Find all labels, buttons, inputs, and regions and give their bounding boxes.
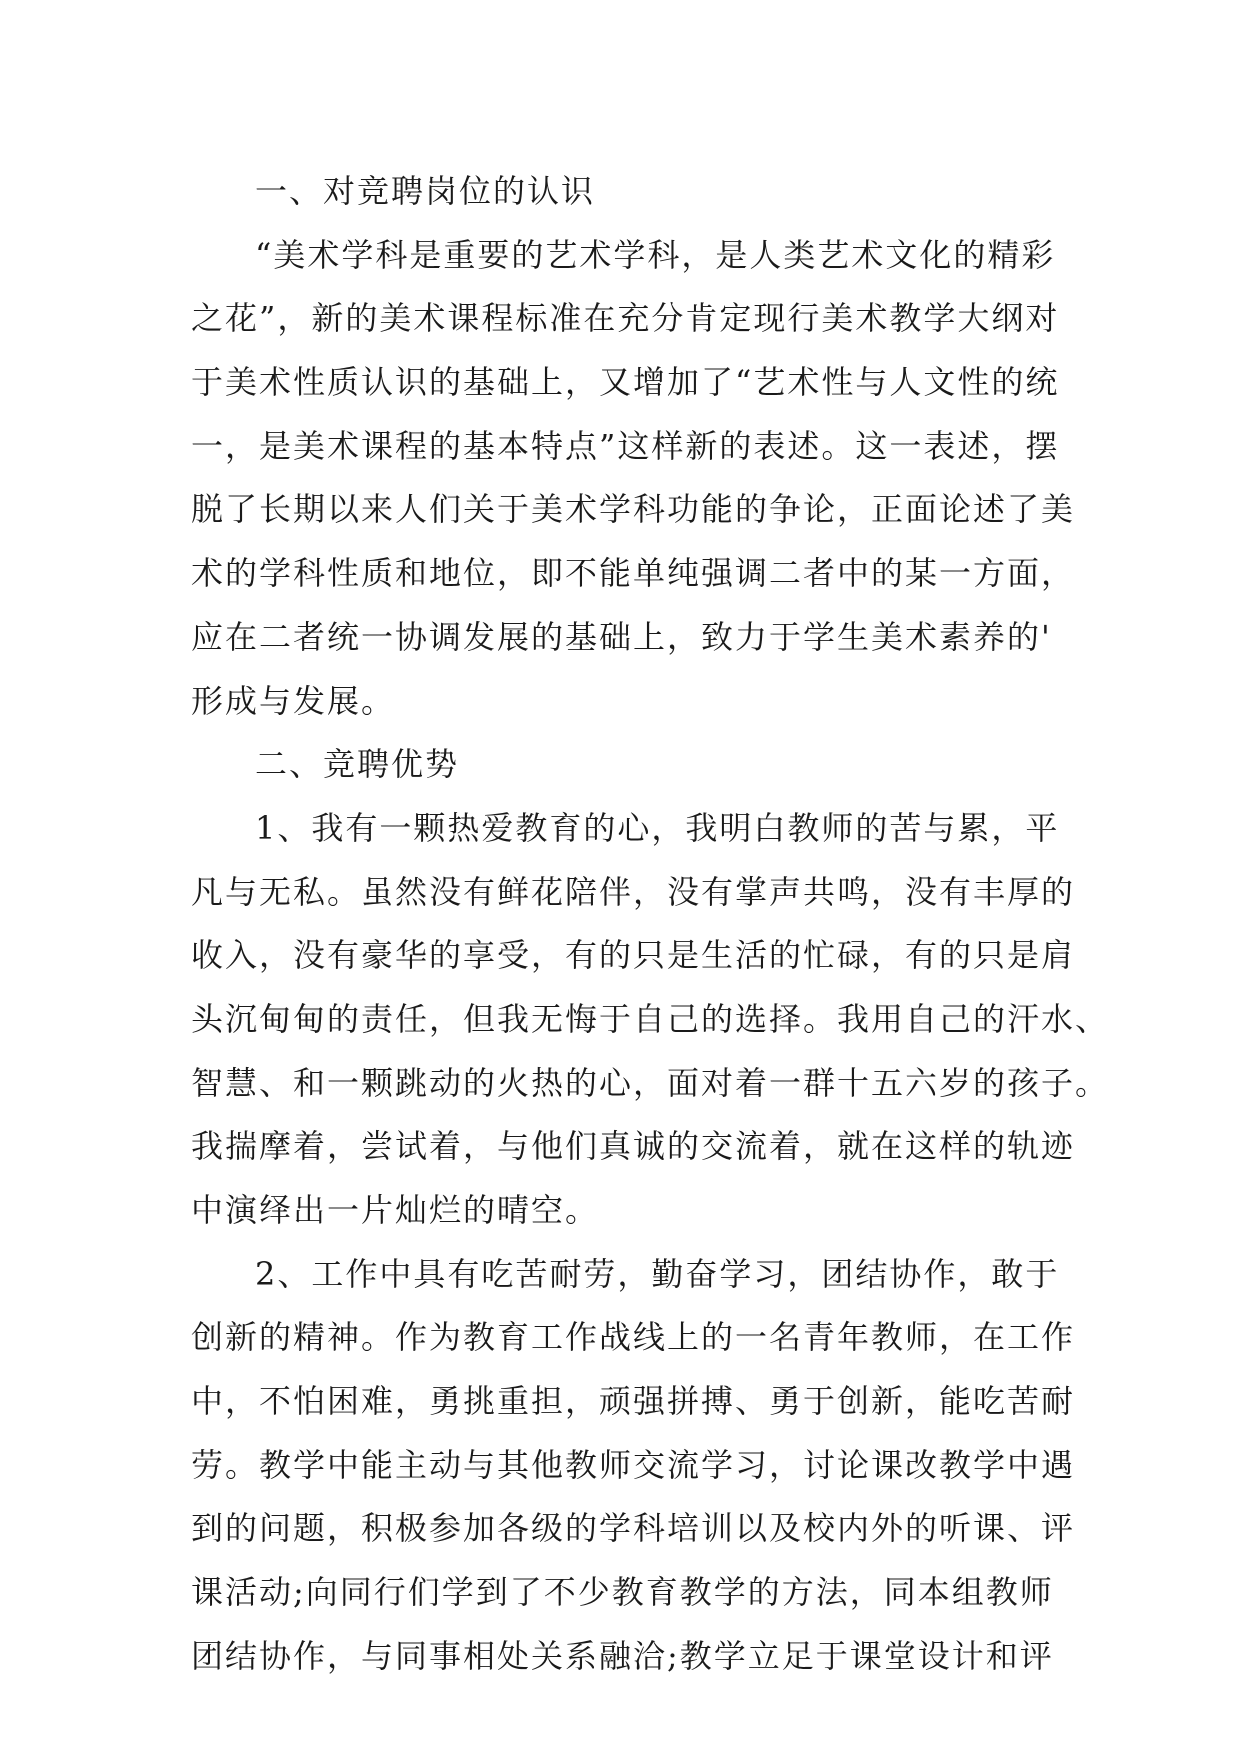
paragraph-line: 到的问题，积极参加各级的学科培训以及校内外的听课、评 <box>191 1509 1076 1548</box>
paragraph-line: 形成与发展。 <box>191 681 396 720</box>
paragraph-line: 一，是美术课程的基本特点”这样新的表述。这一表述，摆 <box>191 426 1060 465</box>
paragraph-line: 团结协作，与同事相处关系融洽;教学立足于课堂设计和评 <box>191 1636 1054 1675</box>
paragraph-line: 脱了长期以来人们关于美术学科功能的争论，正面论述了美 <box>191 490 1076 529</box>
paragraph-line: 应在二者统一协调发展的基础上，致力于学生美术素养的' <box>191 617 1052 656</box>
paragraph-line: 术的学科性质和地位，即不能单纯强调二者中的某一方面， <box>191 554 1076 593</box>
paragraph-line: 头沉甸甸的责任，但我无悔于自己的选择。我用自己的汗水、 <box>191 999 1110 1038</box>
paragraph-line: 收入，没有豪华的享受，有的只是生活的忙碌，有的只是肩 <box>191 936 1076 975</box>
paragraph-line: 1、我有一颗热爱教育的心，我明白教师的苦与累，平 <box>255 808 1060 847</box>
paragraph-line: 中演绎出一片灿烂的晴空。 <box>191 1191 600 1229</box>
paragraph-line: “美术学科是重要的艺术学科，是人类艺术文化的精彩 <box>255 235 1056 274</box>
document-body <box>191 160 1110 1689</box>
paragraph-line: 智慧、和一颗跳动的火热的心，面对着一群十五六岁的孩子。 <box>191 1063 1110 1102</box>
paragraph-line: 课活动;向同行们学到了不少教育教学的方法，同本组教师 <box>191 1573 1054 1612</box>
paragraph-line: 创新的精神。作为教育工作战线上的一名青年教师，在工作 <box>191 1318 1076 1357</box>
paragraph-line: 劳。教学中能主动与其他教师交流学习，讨论课改教学中遇 <box>191 1445 1076 1484</box>
paragraph-line: 中，不怕困难，勇挑重担，顽强拼搏、勇于创新，能吃苦耐 <box>191 1382 1076 1421</box>
paragraph-line: 2、工作中具有吃苦耐劳，勤奋学习，团结协作，敢于 <box>255 1254 1060 1293</box>
paragraph-line: 之花”，新的美术课程标准在充分肯定现行美术教学大纲对 <box>191 299 1060 338</box>
paragraph-line: 于美术性质认识的基础上，又增加了“艺术性与人文性的统 <box>191 363 1060 402</box>
section-heading-2: 二、竞聘优势 <box>255 745 460 784</box>
paragraph-line: 凡与无私。虽然没有鲜花陪伴，没有掌声共鸣，没有丰厚的 <box>191 872 1076 911</box>
paragraph-line: 我揣摩着，尝试着，与他们真诚的交流着，就在这样的轨迹 <box>191 1127 1076 1166</box>
section-heading-1: 一、对竞聘岗位的认识 <box>255 172 596 210</box>
